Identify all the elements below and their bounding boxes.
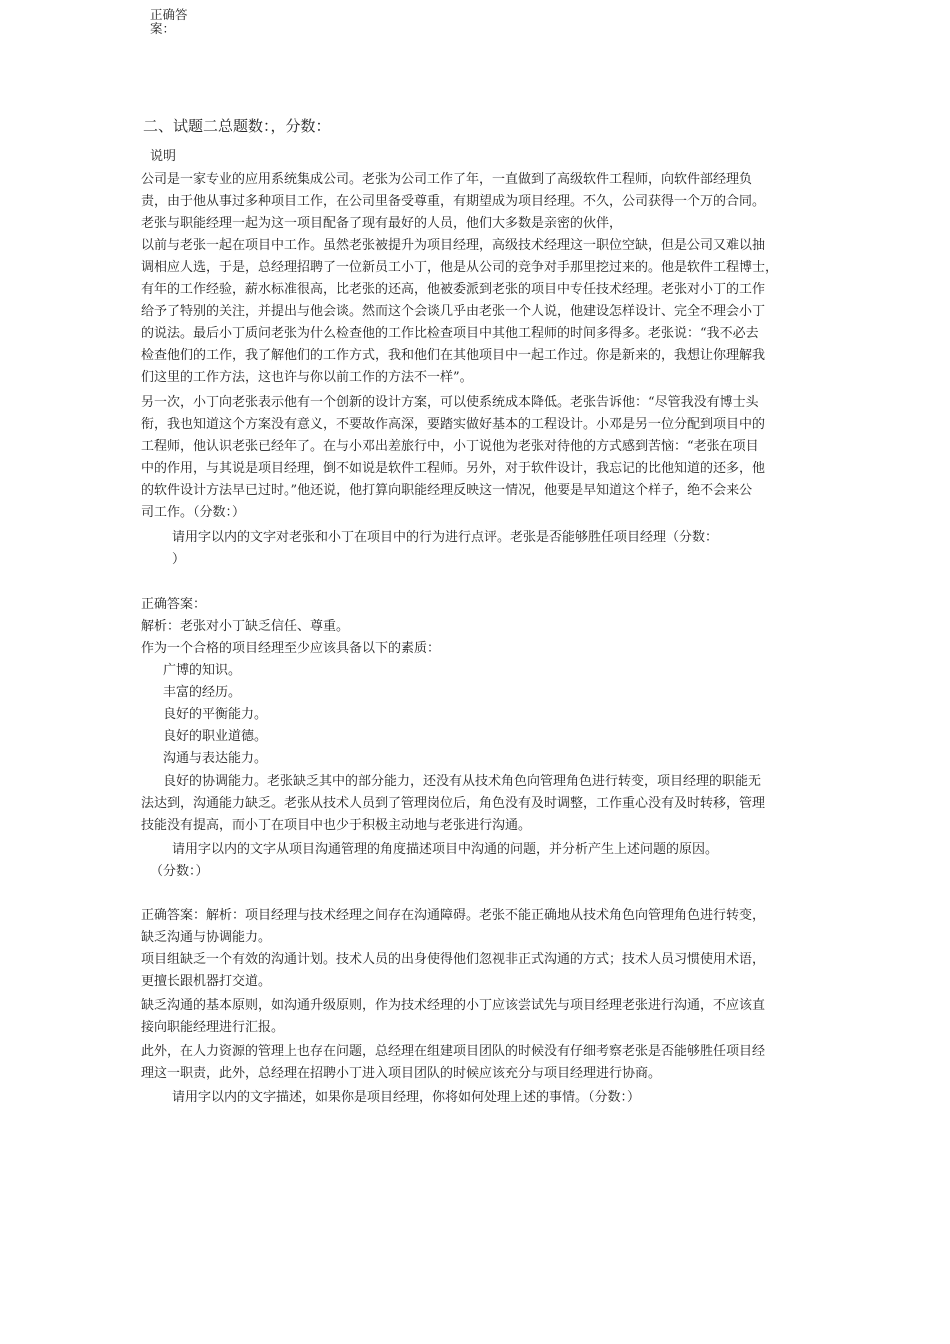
answer-label: 正确答 [150,7,188,22]
intro-label: 说明 [150,149,177,164]
question-text: ） [172,552,186,567]
analysis-text: 正确答案：解析：项目经理与技术经理之间存在沟通障碍。老张不能正确地从技术角色向管理角色进行转变， [141,908,766,923]
text-line: 以前与老张一起在项目中工作。虽然老张被提升为项目经理，高级技术经理这一职位空缺，但是公司又难以抽 [141,238,766,253]
answer-label: 案： [150,21,176,36]
analysis-text: 理这一职责，此外，总经理在招聘小丁进入项目团队的时候应该充分与项目经理进行协商。 [141,1066,662,1081]
list-item: 丰富的经历。 [163,685,242,700]
question-text: 请用字以内的文字从项目沟通管理的角度描述项目中沟通的问题，并分析产生上述问题的原因。 [172,842,719,857]
text-line: 公司是一家专业的应用系统集成公司。老张为公司工作了年，一直做到了高级软件工程师，向软件部经理负 [141,172,753,187]
question-text: 请用字以内的文字对老张和小丁在项目中的行为进行点评。老张是否能够胜任项目经理（分数： [172,530,719,545]
text-line: 的软件设计方法早已过时。”他还说，他打算向职能经理反映这一情况，他要是早知道这个样子，绝不会来公 [141,483,753,498]
text-line: 中的作用，与其说是项目经理，倒不如说是软件工程师。另外，对于软件设计，我忘记的比他知道的还多，他 [141,461,766,476]
text-line: 另一次，小丁向老张表示他有一个创新的设计方案，可以使系统成本降低。老张告诉他：“尽管我没有博士头 [141,395,759,410]
analysis-text: 良好的协调能力。老张缺乏其中的部分能力，还没有从技术角色向管理角色进行转变，项目经理的职能无 [163,774,762,789]
text-line: 老张与职能经理一起为这一项目配备了现有最好的人员，他们大多数是亲密的伙伴， [141,216,623,231]
text-line: 责，由于他从事过多种项目工作，在公司里备受尊重，有期望成为项目经理。不久，公司获得一个万的合同。 [141,194,766,209]
text-line: 有年的工作经验，薪水标准很高，比老张的还高，他被委派到老张的项目中专任技术经理。老张对小丁的工作 [141,282,766,297]
answer-label: 正确答案： [141,597,207,612]
section-heading: 二、试题二总题数：，分数： [143,117,331,135]
list-item: 良好的职业道德。 [163,729,268,744]
analysis-text: 解析：老张对小丁缺乏信任、尊重。 [141,619,350,634]
text-line: 检查他们的工作，我了解他们的工作方式，我和他们在其他项目中一起工作过。你是新来的，我想让你理解我 [141,348,766,363]
analysis-text: 作为一个合格的项目经理至少应该具备以下的素质： [141,641,441,656]
analysis-text: 缺乏沟通的基本原则，如沟通升级原则，作为技术经理的小丁应该尝试先与项目经理老张进行沟通，不应该直 [141,998,766,1013]
analysis-text: 此外，在人力资源的管理上也存在问题，总经理在组建项目团队的时候没有仔细考察老张是否能够胜任项目经 [141,1044,766,1059]
text-line: 司工作。（分数：） [141,505,246,520]
analysis-text: 技能没有提高，而小丁在项目中也少于积极主动地与老张进行沟通。 [141,818,532,833]
analysis-text: 缺乏沟通与协调能力。 [141,930,272,945]
text-line: 衔，我也知道这个方案没有意义，不要故作高深，要踏实做好基本的工程设计。小邓是另一位分配到项目中的 [141,417,766,432]
list-item: 良好的平衡能力。 [163,707,268,722]
analysis-text: 接向职能经理进行汇报。 [141,1020,285,1035]
text-line: 调相应人选，于是，总经理招聘了一位新员工小丁，他是从公司的竞争对手那里挖过来的。他是软件工程博士， [141,260,779,275]
list-item: 广博的知识。 [163,663,242,678]
text-line: 给予了特别的关注，并提出与他会谈。然而这个会谈几乎由老张一个人说，他建设怎样设计、完全不理会小丁 [141,304,766,319]
list-item: 沟通与表达能力。 [163,751,268,766]
analysis-text: 更擅长跟机器打交道。 [141,974,272,989]
text-line: 的说法。最后小丁质问老张为什么检查他的工作比检查项目中其他工程师的时间多得多。老张说：“我不必去 [141,326,759,341]
analysis-text: 项目组缺乏一个有效的沟通计划。技术人员的出身使得他们忽视非正式沟通的方式；技术人员习惯使用术语， [141,952,766,967]
question-text: （分数：） [150,864,209,879]
text-line: 工程师，他认识老张已经年了。在与小邓出差旅行中，小丁说他为老张对待他的方式感到苦恼：“老张在项目 [141,439,759,454]
question-3: 请用字以内的文字描述，如果你是项目经理，你将如何处理上述的事情。（分数：） [172,1090,641,1105]
text-line: 们这里的工作方法，这也许与你以前工作的方法不一样”。 [141,370,473,385]
analysis-text: 法达到，沟通能力缺乏。老张从技术人员到了管理岗位后，角色没有及时调整，工作重心没有及时转移，管理 [141,796,766,811]
